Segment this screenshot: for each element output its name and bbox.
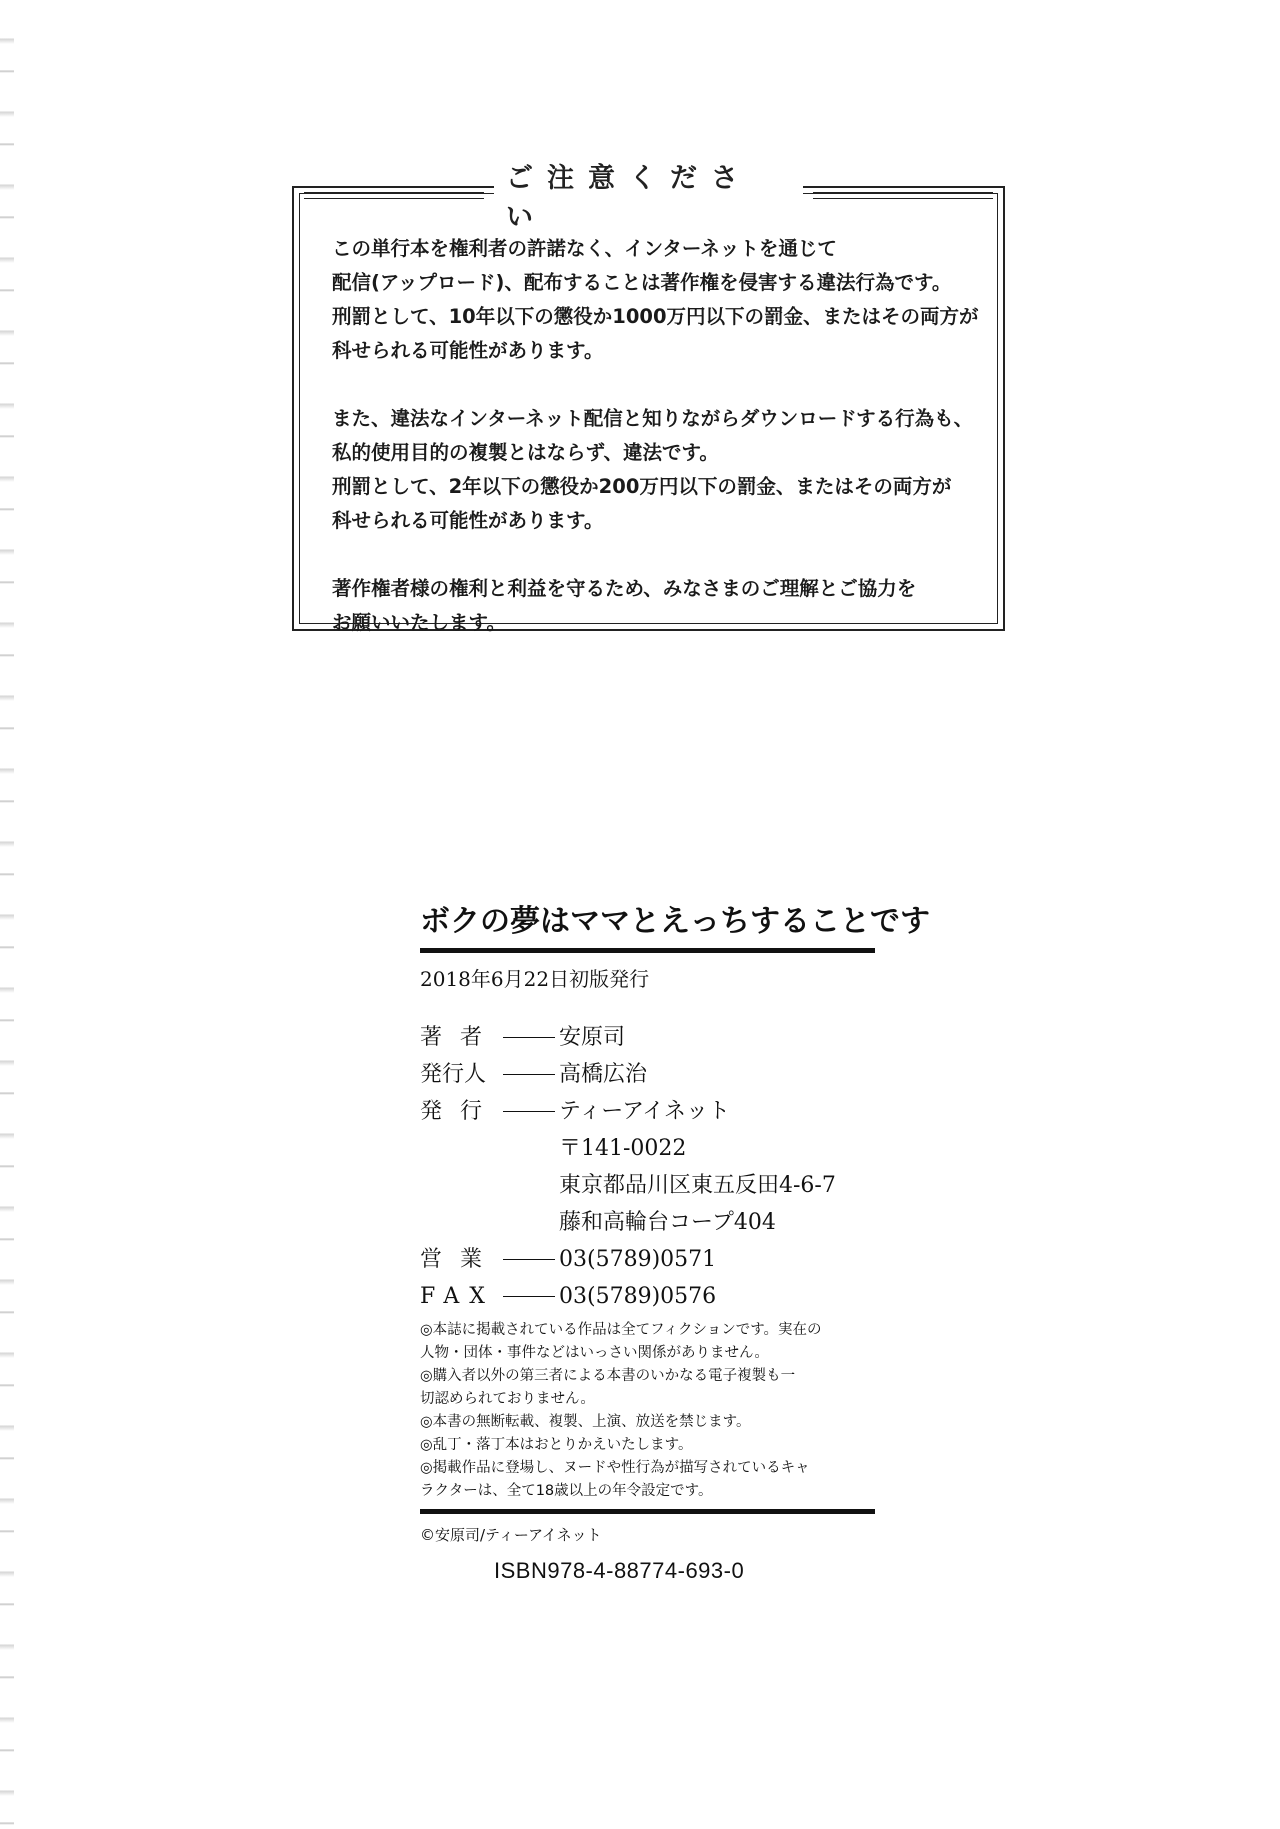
publisher-label: 発行	[420, 1099, 501, 1124]
notice-line: 著作権者様の権利と利益を守るため、みなさまのご理解とご協力を	[332, 577, 917, 600]
note-line: ◎購入者以外の第三者による本書のいかなる電子複製も一	[420, 1368, 796, 1384]
edition-date: 2018年6月22日初版発行	[420, 967, 650, 991]
fax-number: 03(5789)0576	[559, 1284, 717, 1309]
notice-line: 刑罰として、10年以下の懲役か1000万円以下の罰金、またはその両方が	[332, 305, 979, 328]
note-line: 切認められておりません。	[420, 1391, 595, 1407]
note-line: ◎本誌に掲載されている作品は全てフィクションです。実在の	[420, 1322, 822, 1338]
isbn: ISBN978-4-88774-693-0	[494, 1558, 745, 1583]
publisher-person-row	[420, 1056, 880, 1093]
publisher-row	[420, 1093, 880, 1130]
author-name: 安原司	[559, 1025, 626, 1050]
book-title: ボクの夢はママとえっちすることです	[420, 904, 930, 939]
leader-dash	[503, 1296, 555, 1297]
notice-body	[332, 232, 983, 640]
postal-code: 〒141-0022	[559, 1136, 687, 1161]
notice-line: 科せられる可能性があります。	[332, 509, 604, 532]
leader-dash	[503, 1074, 555, 1075]
leader-dash	[503, 1037, 555, 1038]
title-rule-left	[304, 192, 484, 199]
note-line: ◎乱丁・落丁本はおとりかえいたします。	[420, 1437, 693, 1453]
copyright-line: ©安原司/ティーアイネット	[420, 1526, 602, 1544]
notice-paragraph	[332, 232, 983, 368]
author-label: 著者	[420, 1025, 501, 1050]
sales-row	[420, 1241, 880, 1278]
publisher-name: ティーアイネット	[559, 1099, 730, 1124]
notice-paragraph	[332, 402, 983, 538]
scan-edge-artifact	[0, 0, 14, 1829]
note-line: ◎本書の無断転載、複製、上演、放送を禁じます。	[420, 1414, 751, 1430]
notice-line: 科せられる可能性があります。	[332, 339, 604, 362]
address-line-2: 藤和高輪台コープ404	[559, 1210, 776, 1235]
leader-dash	[503, 1111, 555, 1112]
publisher-person-name: 高橋広治	[559, 1062, 648, 1087]
notice-title: ご注意ください	[494, 156, 803, 234]
note-line: ◎掲載作品に登場し、ヌードや性行為が描写されているキャ	[420, 1460, 810, 1476]
notice-title-bar	[294, 163, 1003, 233]
fax-label: FAX	[420, 1284, 495, 1309]
notice-paragraph	[332, 572, 983, 640]
leader-dash	[503, 1259, 555, 1260]
sales-phone: 03(5789)0571	[559, 1247, 717, 1272]
title-rule-right	[813, 192, 993, 199]
title-rule	[420, 948, 875, 953]
notice-line: この単行本を権利者の許諾なく、インターネットを通じて	[332, 237, 837, 260]
note-line: ラクターは、全て18歳以上の年令設定です。	[420, 1483, 713, 1499]
bottom-rule	[420, 1509, 875, 1514]
notice-line: また、違法なインターネット配信と知りながらダウンロードする行為も、	[332, 407, 974, 430]
address-line-1: 東京都品川区東五反田4-6-7	[559, 1173, 836, 1198]
legal-notes	[420, 1319, 880, 1503]
note-line: 人物・団体・事件などはいっさい関係がありません。	[420, 1345, 769, 1361]
colophon	[420, 900, 930, 1584]
staff-list	[420, 1019, 880, 1315]
notice-line: 配信(アップロード)、配布することは著作権を侵害する違法行為です。	[332, 271, 952, 294]
notice-line: お願いいたします。	[332, 611, 506, 634]
copyright-notice-box	[292, 163, 1005, 634]
publisher-person-label: 発行人	[420, 1062, 487, 1087]
fax-row	[420, 1278, 880, 1315]
sales-label: 営業	[420, 1247, 501, 1272]
notice-line: 私的使用目的の複製とはならず、違法です。	[332, 441, 719, 464]
author-row	[420, 1019, 880, 1056]
notice-line: 刑罰として、2年以下の懲役か200万円以下の罰金、またはその両方が	[332, 475, 952, 498]
